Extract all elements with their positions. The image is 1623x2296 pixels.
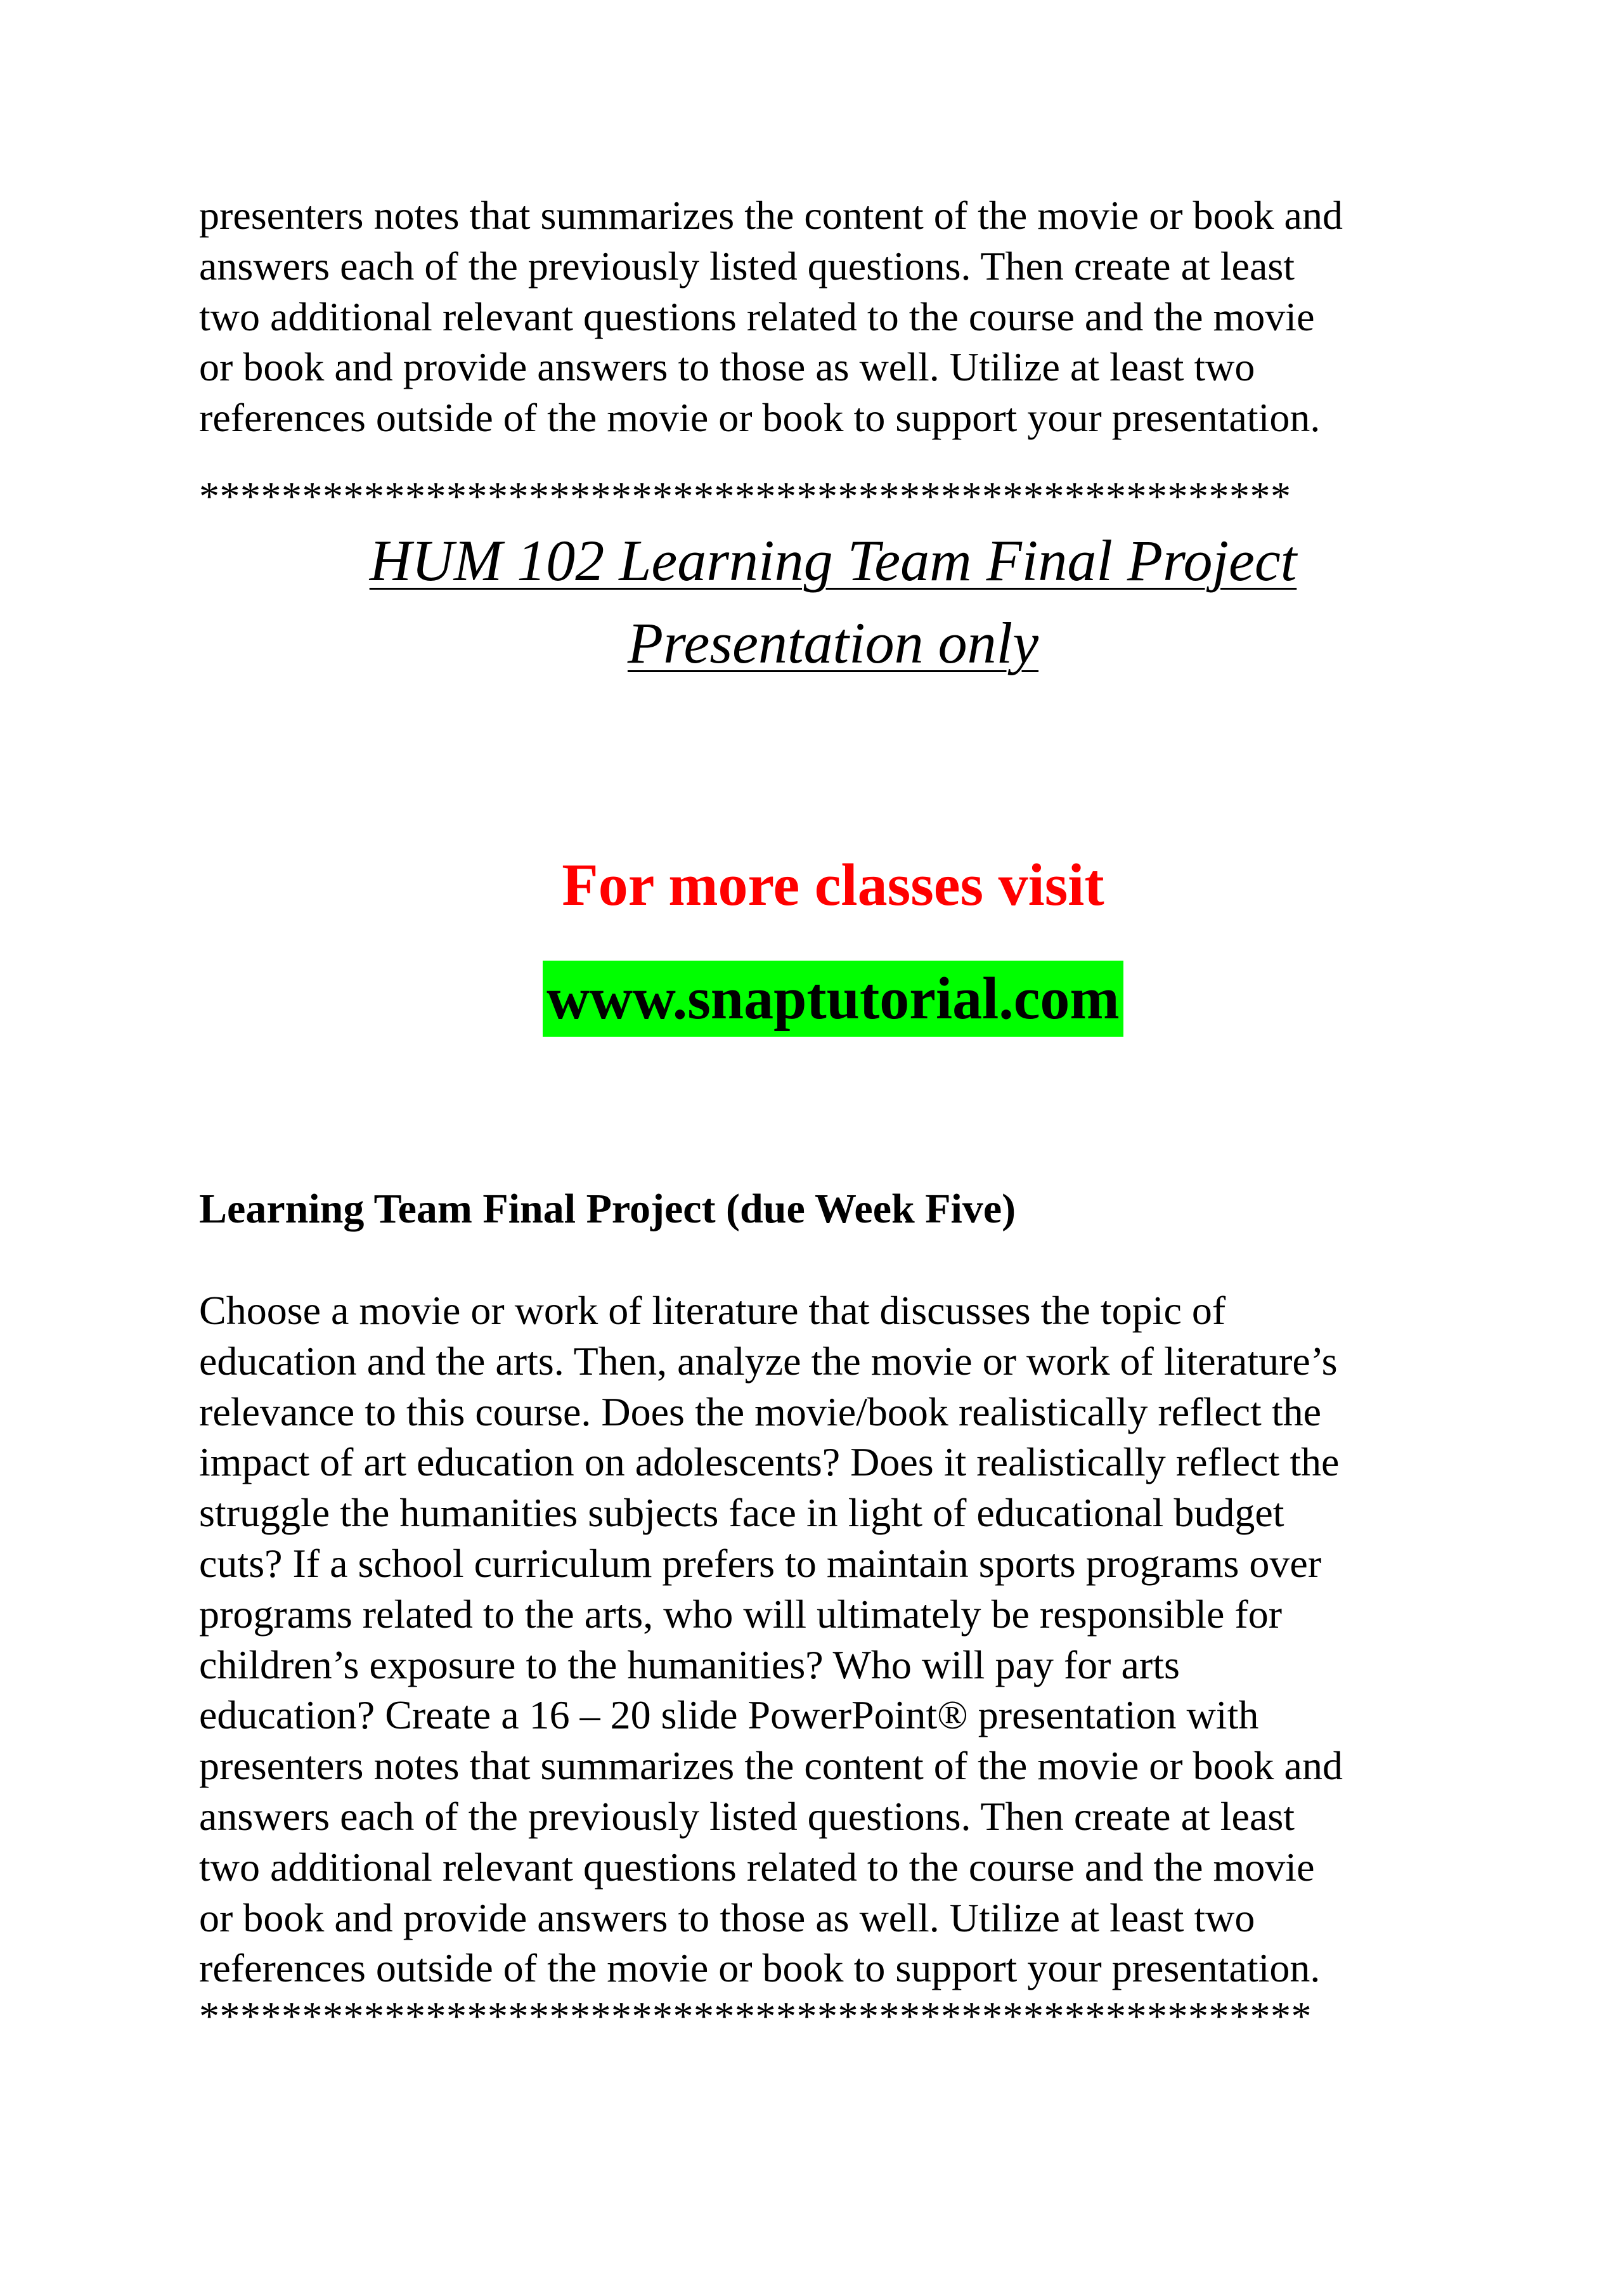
paragraph-line: presenters notes that summarizes the content of the movie or book and bbox=[199, 1743, 1343, 1789]
paragraph-line: cuts? If a school curriculum prefers to maintain sports programs over bbox=[199, 1540, 1322, 1586]
paragraph-line: references outside of the movie or book to support your presentation. bbox=[199, 1945, 1321, 1991]
title-line-1: HUM 102 Learning Team Final Project bbox=[369, 528, 1297, 593]
paragraph-line: education and the arts. Then, analyze the movie or work of literature’s bbox=[199, 1338, 1338, 1384]
paragraph-line: programs related to the arts, who will ultimately be responsible for bbox=[199, 1591, 1282, 1637]
paragraph-line: two additional relevant questions related to the course and the movie bbox=[199, 294, 1315, 339]
paragraph-line: or book and provide answers to those as well. Utilize at least two bbox=[199, 1895, 1255, 1940]
promo-text: For more classes visit bbox=[562, 852, 1104, 918]
page-content bbox=[199, 190, 1467, 2042]
promo-site-link[interactable]: www.snaptutorial.com bbox=[543, 961, 1123, 1037]
paragraph-line: Choose a movie or work of literature that discusses the topic of bbox=[199, 1287, 1226, 1333]
promo-site-wrap bbox=[199, 961, 1467, 1037]
paragraph-line: children’s exposure to the humanities? Who will pay for arts bbox=[199, 1642, 1180, 1687]
body-paragraph bbox=[199, 1285, 1467, 1994]
paragraph-line: education? Create a 16 – 20 slide PowerPoint® presentation with bbox=[199, 1692, 1259, 1738]
paragraph-line: answers each of the previously listed questions. Then create at least bbox=[199, 1793, 1295, 1839]
paragraph-line: struggle the humanities subjects face in light of educational budget bbox=[199, 1490, 1284, 1536]
paragraph-line: two additional relevant questions related to the course and the movie bbox=[199, 1844, 1315, 1890]
paragraph-line: presenters notes that summarizes the content of the movie or book and bbox=[199, 193, 1343, 238]
paragraph-line: relevance to this course. Does the movie/book realistically reflect the bbox=[199, 1389, 1321, 1434]
top-paragraph bbox=[199, 190, 1467, 443]
paragraph-line: or book and provide answers to those as well. Utilize at least two bbox=[199, 344, 1255, 390]
separator-top: ***************************************************** bbox=[199, 473, 1291, 519]
title-line-2: Presentation only bbox=[627, 610, 1039, 675]
paragraph-line: answers each of the previously listed questions. Then create at least bbox=[199, 243, 1295, 289]
document-title bbox=[199, 519, 1467, 684]
separator-bottom: ****************************************************** bbox=[199, 1994, 1312, 2039]
paragraph-line: impact of art education on adolescents? Does it realistically reflect the bbox=[199, 1439, 1340, 1485]
paragraph-line: references outside of the movie or book to support your presentation. bbox=[199, 395, 1321, 441]
section-heading: Learning Team Final Project (due Week Five) bbox=[199, 1185, 1016, 1232]
